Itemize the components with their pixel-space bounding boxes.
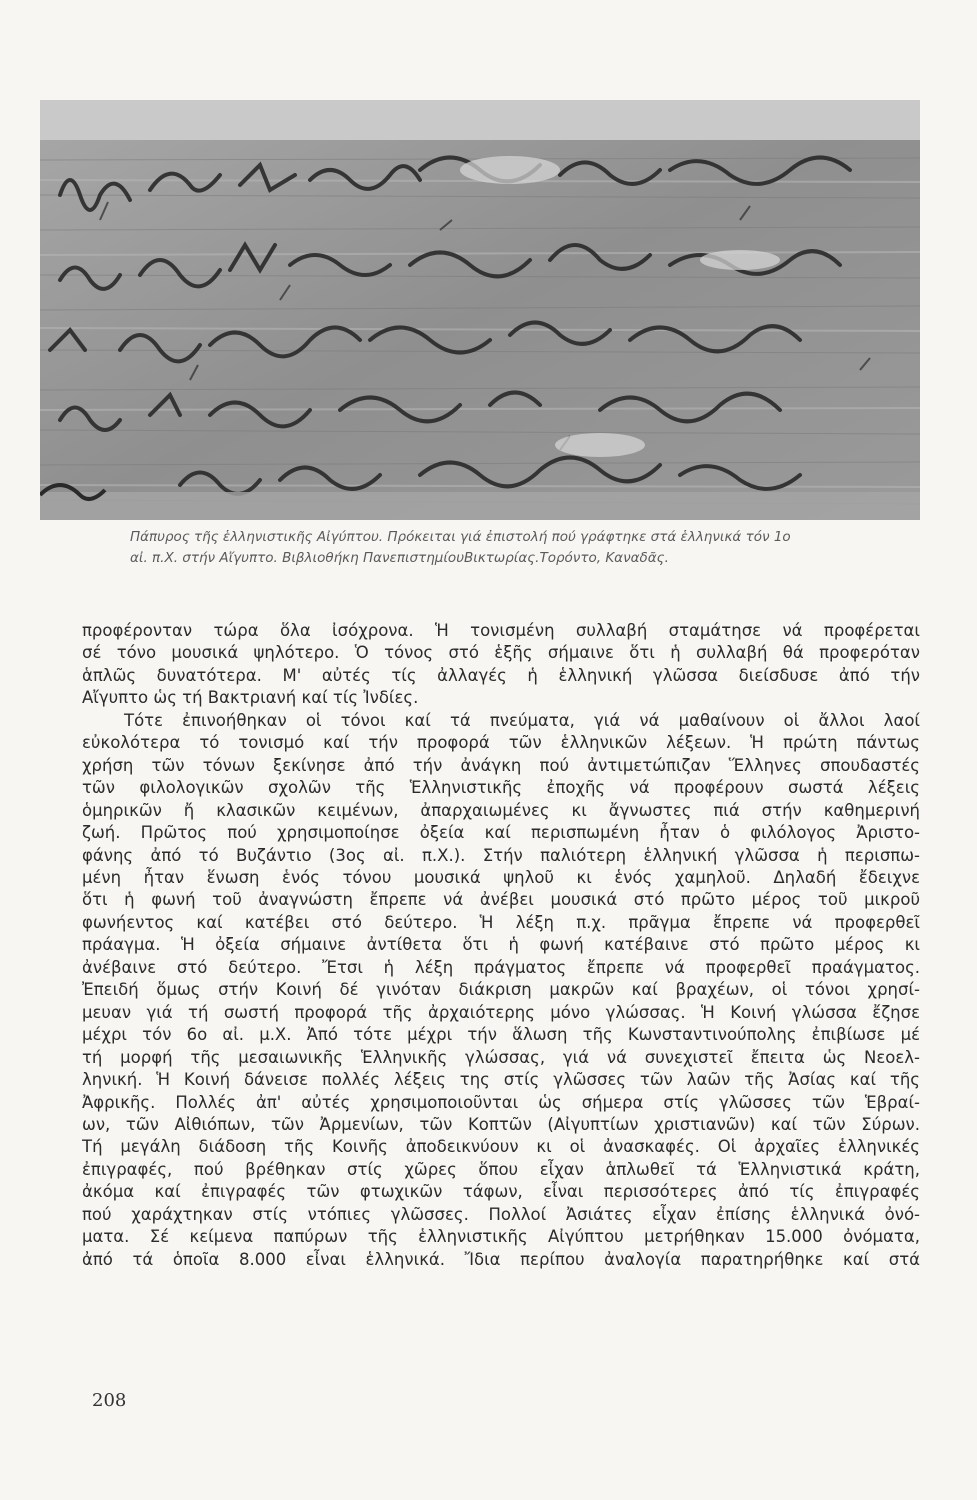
text-line: τή μορφή τῆς μεσαιωνικῆς Ἑλληνικῆς γλώσσας, γιά νά συνεχιστεῖ ἔπειτα ὡς Νεοελ- [82,1047,920,1067]
text-line: ἀκόμα καί ἐπιγραφές τῶν φτωχικῶν τάφων, εἶναι περισσότερες ἀπό τίς ἐπιγραφές [82,1182,920,1202]
text-line: πού χαράχτηκαν στίς ντόπιες γλῶσσες. Πολλοί Ἀσιάτες εἶχαν ἐπίσης ἑλληνικά ὀνό- [82,1204,920,1224]
text-line: ἐπιγραφές, πού βρέθηκαν στίς χῶρες ὅπου εἶχαν ἁπλωθεῖ τά Ἑλληνιστικά κράτη, [82,1159,920,1179]
text-line: Τότε ἐπινοήθηκαν οἱ τόνοι καί τά πνεύματα, γιά νά μαθαίνουν οἱ ἄλλοι λαοί [124,710,920,730]
text-line: σέ τόνο μουσικά ψηλότερο. Ὁ τόνος στό ἑξῆς σήμαινε ὅτι ἡ συλλαβή θά προφερόταν [82,643,920,663]
text-line: εὐκολότερα τό τονισμό καί τήν προφορά τῶν ἑλληνικῶν λέξεων. Ἡ πρώτη πάντως [82,733,920,753]
body-text [82,620,920,1271]
papyrus-photo [40,100,920,520]
text-line: ζωή. Πρῶτος πού χρησιμοποίησε ὀξεία καί περισπωμένη ἦταν ὁ φιλόλογος Ἀριστο- [82,823,920,843]
caption-line: Πάπυρος τῆς ἑλληνιστικῆς Αἰγύπτου. Πρόκειται γιά ἐπιστολή πού γράφτηκε στά ἑλληνικά τόν 1ο [130,529,791,545]
text-line: πράαγμα. Ἡ ὀξεία σήμαινε ἀντίθετα ὅτι ἡ φωνή κατέβαινε στό πρῶτο μέρος κι [82,935,920,955]
figure-caption [130,527,920,569]
text-line: προφέρονταν τώρα ὅλα ἰσόχρονα. Ἡ τονισμένη συλλαβή σταμάτησε νά προφέρεται [82,621,920,640]
text-line: Τή μεγάλη διάδοση τῆς Κοινῆς ἀποδεικνύουν κι οἱ ἀνασκαφές. Οἱ ἀρχαῖες ἑλληνικές [82,1137,920,1157]
text-line: χρήση τῶν τόνων ξεκίνησε ἀπό τήν ἀνάγκη πού ἀντιμετώπιζαν Ἕλληνες σπουδαστές [82,755,920,775]
text-line: ων, τῶν Αἰθιόπων, τῶν Ἀρμενίων, τῶν Κοπτῶν (Αἰγυπτίων χριστιανῶν) καί τῶν Σύρων. [82,1114,920,1134]
text-line: ἀνέβαινε στό δεύτερο. Ἔτσι ἡ λέξη πράγματος ἔπρεπε νά προφερθεῖ πραάγματος. [82,957,920,977]
text-line: ληνική. Ἡ Κοινή δάνεισε πολλές λέξεις της στίς γλῶσσες τῶν λαῶν τῆς Ἀσίας καί τῆς [82,1070,920,1090]
page-number: 208 [92,1390,127,1411]
text-line: τῶν φιλολογικῶν σχολῶν τῆς Ἑλληνιστικῆς ἐποχῆς νά προφέρουν σωστά λέξεις [82,778,920,798]
text-line: ὅτι ἡ φωνή τοῦ ἀναγνώστη ἔπρεπε νά ἀνέβει μουσικά στό πρῶτο μέρος τοῦ μικροῦ [82,890,920,910]
text-line: ὁμηρικῶν ἤ κλασικῶν κειμένων, ἀπαρχαιωμένες κι ἄγνωστες πιά στήν καθημερινή [82,800,920,820]
text-line: μένη ἦταν ἕνωση ἑνός τόνου μουσικά ψηλοῦ κι ἑνός χαμηλοῦ. Δηλαδή ἔδειχνε [82,867,920,887]
text-line: ἀπό τά ὁποῖα 8.000 εἶναι ἑλληνικά. Ἴδια περίπου ἀναλογία παρατηρήθηκε καί στά [82,1249,920,1269]
text-line: μέχρι τόν 6ο αἰ. μ.Χ. Ἀπό τότε μέχρι τήν ἅλωση τῆς Κωνσταντινούπολης ἐπιβίωσε μέ [82,1025,920,1045]
text-line: φάνης ἀπό τό Βυζάντιο (3ος αἰ. π.Χ.). Στήν παλιότερη ἑλληνική γλῶσσα ἡ περισπω- [82,845,920,865]
text-line: Ἀφρικῆς. Πολλές ἀπ' αὐτές χρησιμοποιοῦνται ὡς σήμερα στίς γλῶσσες τῶν Ἑβραί- [82,1092,920,1112]
caption-line: αἰ. π.Χ. στήν Αἴγυπτο. Βιβλιοθήκη ΠανεπιστημίουΒικτωρίας.Τορόντο, Καναδᾶς. [130,550,669,566]
text-line: φωνήεντος καί κατέβει στό δεύτερο. Ἡ λέξη π.χ. πρᾶγμα ἔπρεπε νά προφερθεῖ [82,912,920,932]
text-line: Ἐπειδή ὅμως στήν Κοινή δέ γινόταν διάκριση μακρῶν καί βραχέων, οἱ τόνοι χρησί- [82,980,920,1000]
text-line: Αἴγυπτο ὡς τή Βακτριανή καί τίς Ἰνδίες. [82,688,419,708]
text-line: ματα. Σέ κείμενα παπύρων τῆς ἑλληνιστικῆς Αἰγύπτου μετρήθηκαν 15.000 ὀνόματα, [82,1227,920,1247]
text-line: μευαν γιά τή σωστή προφορά τῆς ἀρχαιότερης μόνο γλώσσας. Ἡ Κοινή γλώσσα ἔζησε [82,1002,920,1022]
text-line: ἁπλῶς δυνατότερα. Μ' αὐτές τίς ἀλλαγές ἡ ἑλληνική γλῶσσα διείσδυσε ἀπό τήν [82,665,920,685]
